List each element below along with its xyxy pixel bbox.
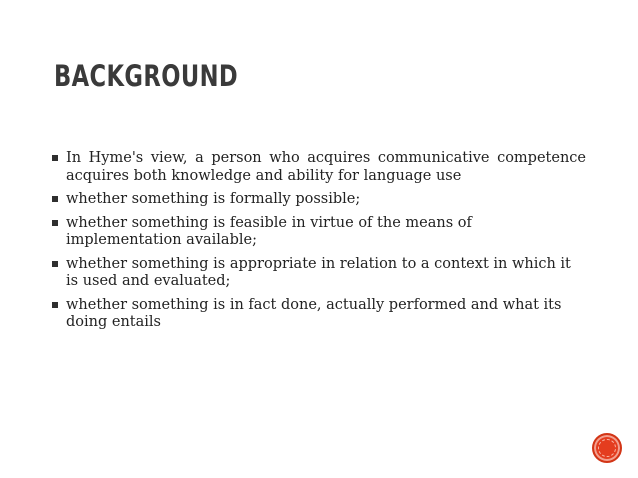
bullet-text: whether something is in fact done, actually performed and what its doing entails [66,296,562,330]
bullet-text: In Hyme's view, a person who acquires communicative competence acquires both knowledge and ability for language use [66,150,586,184]
bullet-item [52,256,586,291]
slide-nav-button[interactable] [592,433,622,463]
bullet-item [52,215,586,250]
slide-title: BACKGROUND [54,59,239,93]
square-bullet-icon [52,220,58,226]
bullet-list [52,150,586,338]
bullet-item [52,297,586,332]
bullet-item [52,191,586,209]
square-bullet-icon [52,155,58,161]
square-bullet-icon [52,261,58,267]
bullet-text: whether something is appropriate in relation to a context in which it is used and evaluated; [66,255,571,289]
square-bullet-icon [52,196,58,202]
circle-button-icon [598,439,616,457]
bullet-text: whether something is formally possible; [66,191,361,207]
bullet-item [52,150,586,185]
bullet-text: whether something is feasible in virtue of the means of implementation available; [66,214,472,248]
square-bullet-icon [52,302,58,308]
